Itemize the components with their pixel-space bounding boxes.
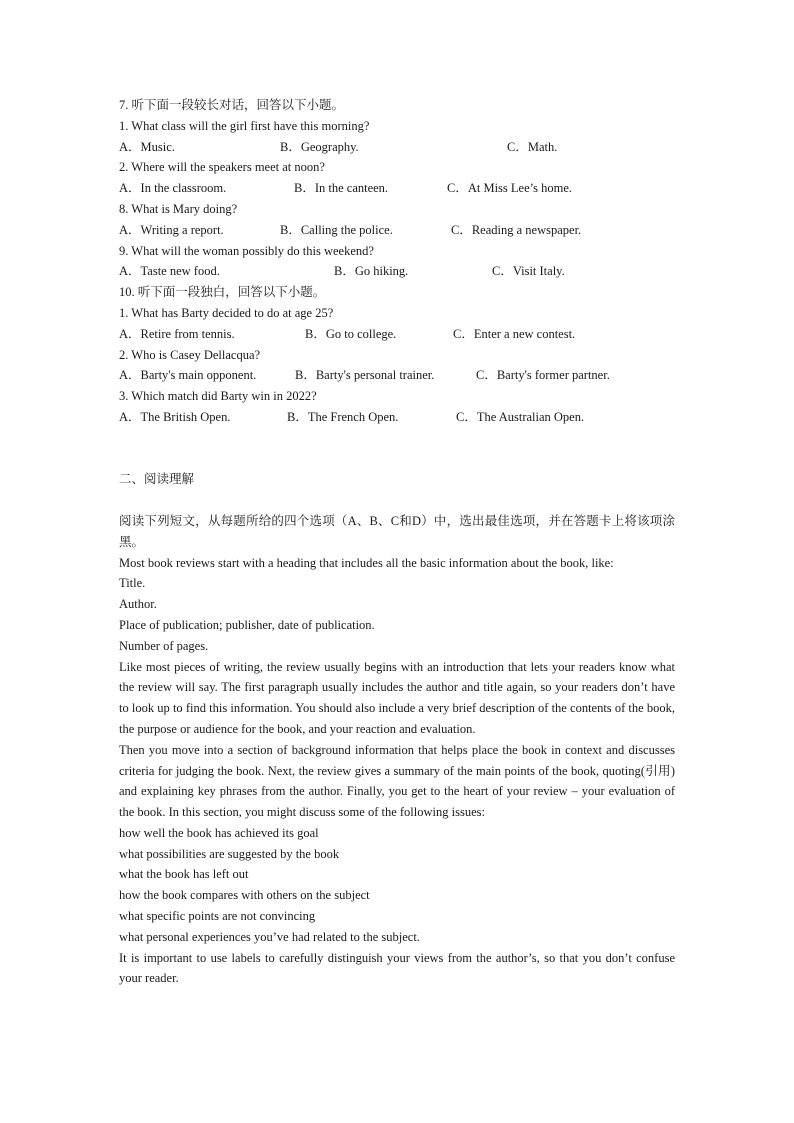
- question-9-options: [119, 261, 675, 282]
- option-a: A．Barty's main opponent.: [119, 368, 257, 383]
- question-8-options: [119, 220, 675, 241]
- passage-paragraph-2: Then you move into a section of background information that helps place the book in context and discusses criteria for judging the book. Next, the review gives a summary of the main points of the book, quoting(引用) and explaining key phrases from the author. Finally, you get to the heart of your review – your evaluation of the book. In this section, you might discuss some of the following issues:: [119, 742, 675, 820]
- option-c: C．The Australian Open.: [456, 409, 585, 424]
- option-a: A．Retire from tennis.: [119, 326, 235, 341]
- option-b: B．Calling the police.: [280, 222, 393, 237]
- reading-section-title: 二、阅读理解: [119, 472, 195, 487]
- question-7-2-text: 2. Where will the speakers meet at noon?: [119, 160, 325, 175]
- question-7-1-options: [119, 137, 675, 158]
- question-10-heading: 10. 听下面一段独白，回答以下小题。: [119, 285, 326, 300]
- question-10-2-options: [119, 365, 675, 386]
- section-gap: [119, 490, 675, 511]
- issue-item: what the book has left out: [119, 867, 249, 882]
- passage-intro: Most book reviews start with a heading that includes all the basic information about the book, like:: [119, 555, 614, 570]
- heading-item-publication: Place of publication; publisher, date of publication.: [119, 617, 375, 632]
- option-a: A．Taste new food.: [119, 264, 220, 279]
- option-b: B．Barty's personal trainer.: [295, 368, 435, 383]
- reading-instructions: 阅读下列短文，从每题所给的四个选项（A、B、C和D）中，选出最佳选项，并在答题卡上将该项涂黑。: [119, 513, 675, 549]
- option-b: B．In the canteen.: [294, 181, 389, 196]
- option-a: A．Music.: [119, 139, 175, 154]
- option-c: C．Barty's former partner.: [476, 368, 610, 383]
- document-page: [119, 95, 675, 989]
- option-b: B．Go hiking.: [334, 264, 409, 279]
- option-a: A．In the classroom.: [119, 181, 227, 196]
- issue-item: what possibilities are suggested by the book: [119, 846, 340, 861]
- question-10-1-text: 1. What has Barty decided to do at age 25?: [119, 305, 334, 320]
- option-c: C．Enter a new contest.: [453, 326, 576, 341]
- issue-item: how well the book has achieved its goal: [119, 825, 319, 840]
- heading-item-title: Title.: [119, 576, 146, 591]
- heading-item-pages: Number of pages.: [119, 638, 209, 653]
- option-b: B．The French Open.: [287, 409, 399, 424]
- heading-item-author: Author.: [119, 597, 157, 612]
- option-c: C．Math.: [507, 139, 558, 154]
- option-a: A．Writing a report.: [119, 222, 224, 237]
- option-b: B．Go to college.: [305, 326, 397, 341]
- option-b: B．Geography.: [280, 139, 359, 154]
- passage-closing: It is important to use labels to carefully distinguish your views from the author’s, so that you don’t confuse your reader.: [119, 950, 675, 986]
- question-10-2-text: 2. Who is Casey Dellacqua?: [119, 347, 261, 362]
- option-c: C．Visit Italy.: [492, 264, 565, 279]
- option-a: A．The British Open.: [119, 409, 231, 424]
- issue-item: how the book compares with others on the subject: [119, 888, 370, 903]
- option-c: C．Reading a newspaper.: [451, 222, 582, 237]
- passage-paragraph-1: Like most pieces of writing, the review usually begins with an introduction that lets your readers know what the review will say. The first paragraph usually includes the author and title again, so your readers don’t have to look up to find this information. You should also include a very brief description of the contents of the book, the purpose or audience for the book, and your reaction and evaluation.: [119, 659, 675, 736]
- issue-item: what specific points are not convincing: [119, 909, 316, 924]
- question-7-heading: 7. 听下面一段较长对话，回答以下小题。: [119, 98, 345, 112]
- option-c: C．At Miss Lee’s home.: [447, 181, 572, 196]
- issue-item: what personal experiences you’ve had related to the subject.: [119, 929, 420, 944]
- question-10-3-text: 3. Which match did Barty win in 2022?: [119, 389, 317, 404]
- question-8-text: 8. What is Mary doing?: [119, 201, 238, 216]
- question-7-1-text: 1. What class will the girl first have this morning?: [119, 118, 370, 133]
- question-7-2-options: [119, 178, 675, 199]
- question-9-text: 9. What will the woman possibly do this weekend?: [119, 243, 374, 258]
- question-10-3-options: [119, 407, 675, 428]
- section-spacer: [119, 428, 675, 470]
- question-10-1-options: [119, 324, 675, 345]
